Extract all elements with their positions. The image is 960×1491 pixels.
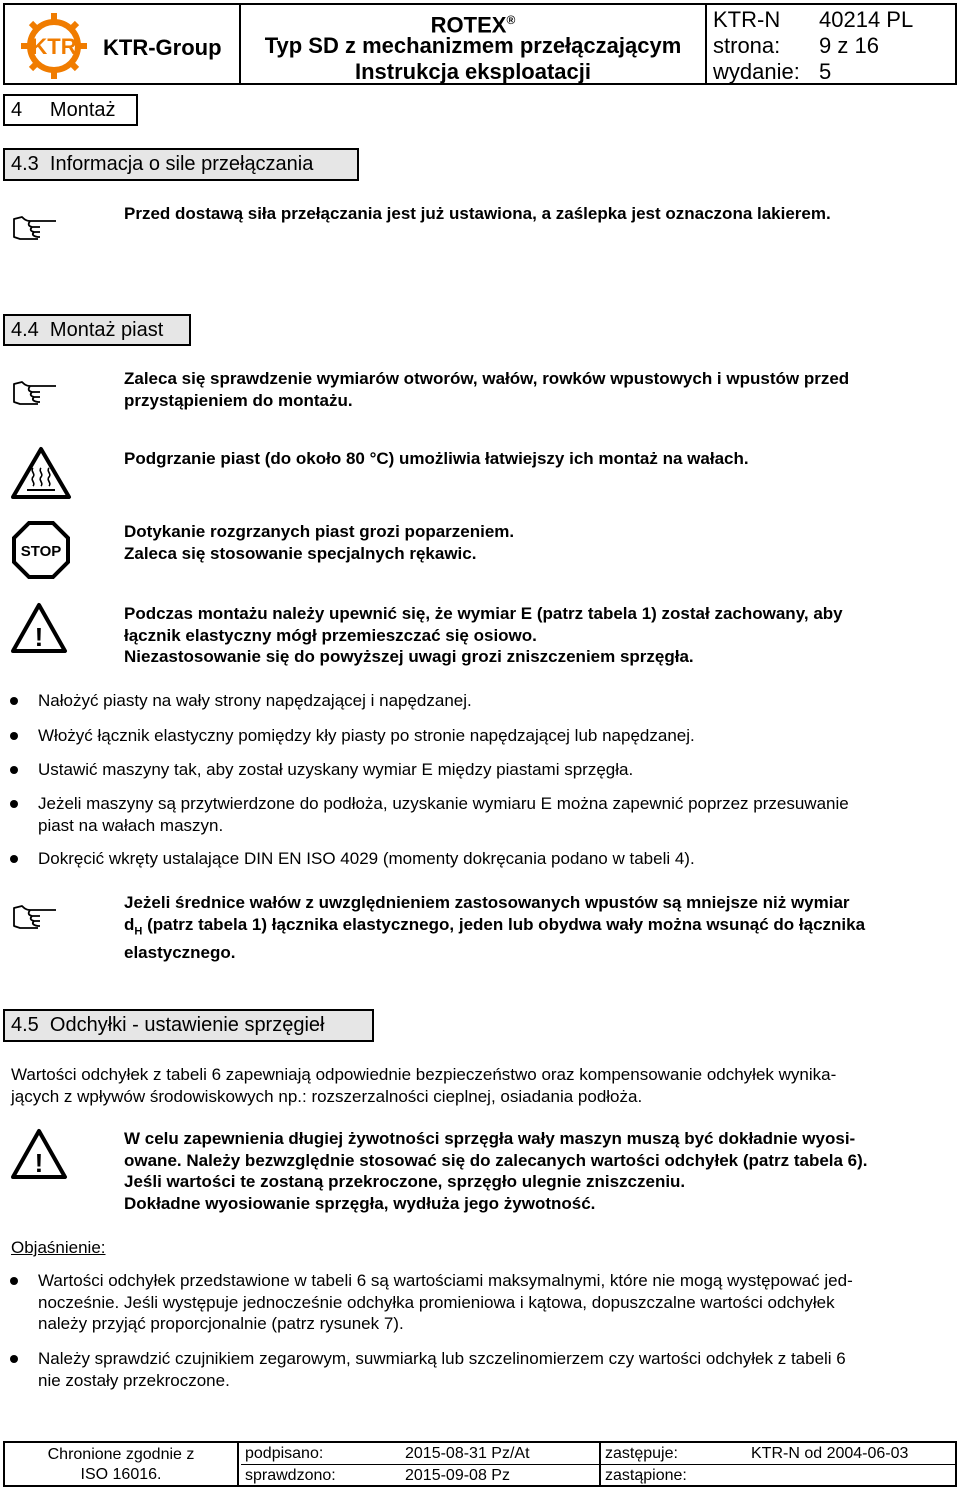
section-4-heading: 4 Montaż — [3, 94, 138, 126]
note-heating-hubs: Podgrzanie piast (do około 80 °C) umożliwia łatwiejszy ich montaż na wałach. — [124, 449, 749, 468]
explanation-label: Objaśnienie: — [11, 1238, 106, 1257]
checked-value: 2015-09-08 Pz — [405, 1467, 510, 1484]
stop-icon — [12, 521, 70, 579]
header-logo-cell — [5, 5, 241, 83]
exclamation-warning-icon — [10, 1128, 68, 1180]
svg-text:KTR: KTR — [31, 34, 77, 59]
note-alignment: W celu zapewnienia długiej żywotności sprzęgła wały maszyn muszą być dokładnie wyosi- owane. Należy bezwzględnie stosować się do zalecanych wartości odchyłek (patrz tabela 6). Jeśli wartości te zostaną przekroczone, sprzęgło ulegnie zniszczeniu. Dokładne wyosiowanie sprzęgła, wydłuża jego żywotność. — [124, 1129, 868, 1213]
edition-number: 5 — [819, 59, 832, 84]
exclamation-warning-icon — [10, 602, 68, 654]
note-dimension-e: Podczas montażu należy upewnić się, że wymiar E (patrz tabela 1) został zachowany, aby łącznik elastyczny mógł przemieszczać się osiowo. Niezastosowanie się do powyższej uwagi grozi zniszczeniem sprzęgła. — [124, 604, 843, 666]
bullet-icon — [10, 1355, 18, 1363]
bullet-icon — [10, 732, 18, 740]
list-item: Włożyć łącznik elastyczny pomiędzy kły piasty po stronie napędzającej lub napędzanej. — [38, 726, 695, 745]
note-check-dimensions: Zaleca się sprawdzenie wymiarów otworów, wałów, rowków wpustowych i wpustów przed przystąpieniem do montażu. — [124, 369, 850, 410]
note-burn-hazard: Dotykanie rozgrzanych piast grozi poparzeniem. Zaleca się stosowanie specjalnych rękawic. — [124, 522, 515, 563]
document-header — [3, 3, 957, 85]
bullet-icon — [10, 766, 18, 774]
section-4-5-heading: 4.5 Odchyłki - ustawienie sprzęgieł — [3, 1009, 374, 1042]
document-footer — [3, 1441, 957, 1487]
pointing-hand-icon — [10, 213, 58, 243]
note-switching-force: Przed dostawą siła przełączania jest już ustawiona, a zaślepka jest oznaczona lakierem. — [124, 204, 831, 223]
svg-text:STOP: STOP — [20, 543, 62, 560]
list-item: Jeżeli maszyny są przytwierdzone do podłoża, uzyskanie wymiaru E można zapewnić poprzez przesuwanie piast na wałach maszyn. — [38, 794, 849, 835]
misalignment-intro: Wartości odchyłek z tabeli 6 zapewniają odpowiednie bezpieczeństwo oraz kompensowanie odchyłek wynika- jących z wpływów środowiskowych np.: rozszerzalności cieplnej, osiadania podłoża. — [11, 1065, 837, 1106]
pointing-hand-icon — [10, 378, 58, 408]
company-name: KTR-Group — [103, 35, 222, 60]
page-number: 9 z 16 — [819, 33, 879, 58]
checked-label: sprawdzono: — [245, 1467, 336, 1484]
note-shaft-diameter: Jeżeli średnice wałów z uwzględnieniem zastosowanych wpustów są mniejsze niż wymiar $d_H$ (patrz tabela 1) łącznika elastycznego, jeden lub obydwa wały można wsunąć do łącznika elastycznego. — [124, 893, 866, 963]
bullet-icon — [10, 697, 18, 705]
product-subtitle: Typ SD z mechanizmem przełączającym — [264, 33, 682, 58]
list-item: Dokręcić wkręty ustalające DIN EN ISO 4029 (momenty dokręcania podano w tabeli 4). — [38, 849, 695, 868]
protection-note: Chronione zgodnie z ISO 16016. — [5, 1443, 239, 1485]
section-4-4-heading: 4.4 Montaż piast — [3, 314, 191, 346]
replaced-label: zastąpione: — [605, 1467, 687, 1484]
bullet-icon — [10, 1277, 18, 1285]
list-item: Należy sprawdzić czujnikiem zegarowym, suwmiarką lub szczelinomierzem czy wartości odchyłek z tabeli 6 nie zostały przekroczone. — [38, 1349, 846, 1390]
svg-text:!: ! — [34, 1148, 44, 1178]
section-4-3-heading: 4.3 Informacja o sile przełączania — [3, 148, 359, 181]
header-title-cell — [241, 5, 707, 83]
list-item: Nałożyć piasty na wały strony napędzającej i napędzanej. — [38, 691, 472, 710]
svg-text:!: ! — [34, 622, 44, 652]
header-meta-cell — [707, 5, 957, 83]
doc-label: KTR-N — [713, 7, 781, 32]
product-title: ROTEX® — [430, 12, 516, 38]
list-item: Ustawić maszyny tak, aby został uzyskany wymiar E między piastami sprzęgła. — [38, 760, 634, 779]
list-item: Wartości odchyłek przedstawione w tabeli 6 są wartościami maksymalnymi, które nie mogą występować jed- nocześnie. Jeśli występuje jednocześnie odchyłka promieniowa i kątowa, dopuszczalne wartości odchyłek należy przyjąć proporcjonalnie (patrz rysunek 7). — [38, 1271, 853, 1333]
pointing-hand-icon — [10, 902, 58, 932]
ktr-logo — [19, 11, 89, 81]
page-label: strona: — [713, 33, 781, 58]
replaces-label: zastępuje: — [605, 1445, 678, 1462]
bullet-icon — [10, 855, 18, 863]
doc-number: 40214 PL — [819, 7, 914, 32]
signed-value: 2015-08-31 Pz/At — [405, 1445, 530, 1462]
bullet-icon — [10, 800, 18, 808]
signed-label: podpisano: — [245, 1445, 324, 1462]
hot-surface-warning-icon — [10, 446, 72, 500]
document-type: Instrukcja eksploatacji — [355, 59, 591, 84]
edition-label: wydanie: — [713, 59, 800, 84]
replaces-value: KTR-N od 2004-06-03 — [751, 1445, 909, 1462]
